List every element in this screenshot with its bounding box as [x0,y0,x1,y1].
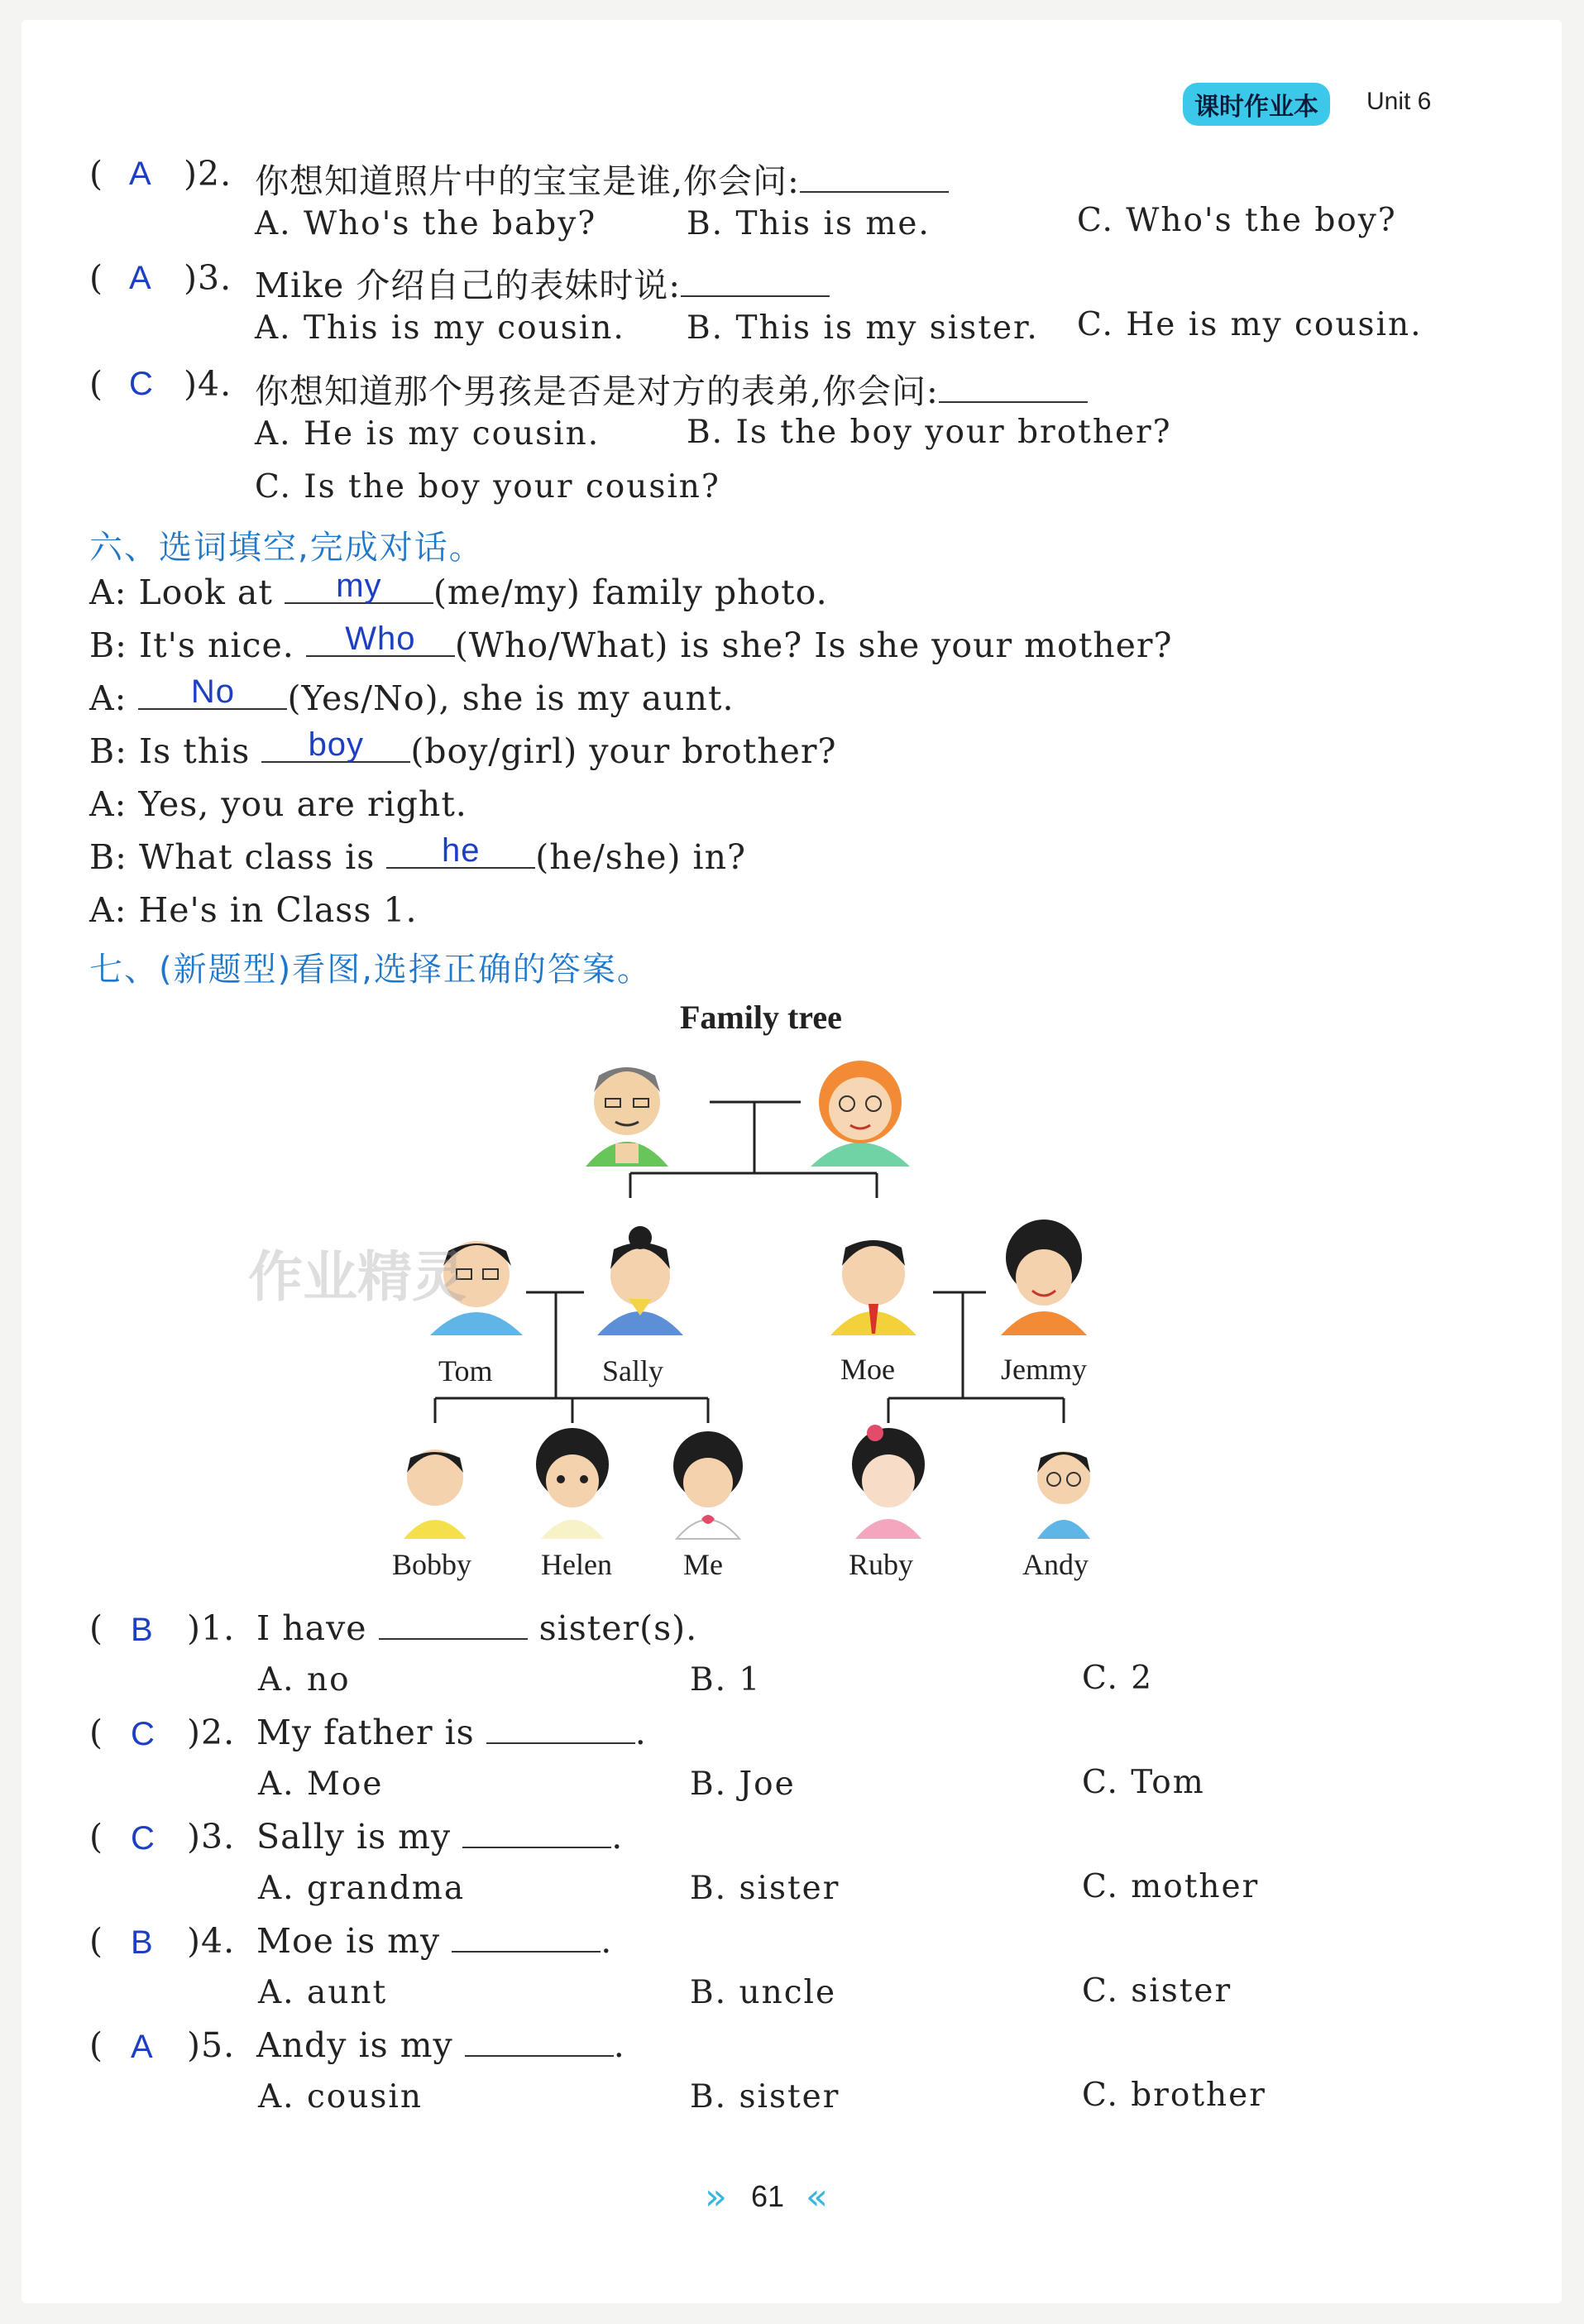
answer-7-2: C [131,1716,155,1752]
question-stem: Mike 介绍自己的表妹时说: [255,258,830,307]
section6-heading: 六、选词填空,完成对话。 [89,529,484,567]
watermark: 作业精灵 [248,1245,467,1309]
answer-5-2: A [129,156,151,192]
header-badge: 课时作业本 [1183,83,1330,126]
question-number: )2. [184,154,232,194]
question-stem: Sally is my . [256,1817,624,1857]
question-number: )4. [184,364,232,404]
unit-label: Unit 6 [1366,88,1432,115]
answer-7-3: C [131,1820,155,1857]
option-c: C. Tom [1082,1764,1205,1801]
option-b: B. sister [690,2078,840,2116]
answer-7-1: B [131,1612,153,1648]
paren-open: ( [89,364,103,404]
question-stem: Andy is my . [256,2025,625,2065]
paren-open: ( [89,154,103,194]
answer-5-3: A [129,260,151,296]
option-a: A. no [258,1661,351,1699]
helen-portrait [536,1428,609,1539]
option-b: B. This is me. [687,205,931,242]
name-jemmy: Jemmy [1001,1353,1087,1386]
name-moe: Moe [840,1353,895,1386]
dialogue-line: A: No (Yes/No), she is my aunt. [89,673,735,718]
option-b: B. Joe [690,1766,796,1803]
paren-open: ( [89,1608,103,1648]
option-b: B. uncle [690,1974,837,2011]
name-andy: Andy [1022,1548,1089,1581]
name-sally: Sally [602,1354,664,1387]
option-a: A. This is my cousin. [255,309,625,347]
andy-portrait [1037,1451,1090,1539]
chevron-left-icon: « [806,2176,828,2218]
moe-portrait [830,1240,916,1335]
bobby-portrait [404,1450,467,1539]
dialogue-line: A: Yes, you are right. [89,784,467,824]
name-me: Me [683,1548,723,1581]
answer-7-4: B [131,1924,153,1961]
option-a: A. He is my cousin. [255,415,601,453]
name-bobby: Bobby [392,1548,472,1581]
name-helen: Helen [541,1548,612,1581]
section7-heading: 七、(新题型)看图,选择正确的答案。 [89,951,652,989]
option-c: C. mother [1082,1868,1260,1905]
grandma-portrait [811,1061,910,1167]
grandpa-portrait [586,1067,668,1167]
dialogue-line: B: It's nice. Who (Who/What) is she? Is she your mother? [89,621,1173,665]
family-tree-title: Family tree [680,999,842,1036]
question-stem: 你想知道那个男孩是否是对方的表弟,你会问: [255,364,1088,413]
option-a: A. Moe [258,1766,384,1803]
jemmy-portrait [1001,1220,1087,1335]
question-stem: Moe is my . [256,1921,613,1961]
paren-open: ( [89,1817,103,1857]
dialogue-line: A: He's in Class 1. [89,890,418,930]
option-a: A. grandma [258,1870,466,1907]
option-a: A. Who's the baby? [255,205,597,242]
question-number: )5. [187,2025,236,2065]
question-stem: 你想知道照片中的宝宝是谁,你会问: [255,154,949,203]
name-ruby: Ruby [849,1548,914,1581]
answer-5-4: C [129,366,153,402]
paren-open: ( [89,1713,103,1752]
option-b: B. Is the boy your brother? [687,414,1172,451]
chevron-right-icon: » [705,2176,727,2218]
option-b: B. 1 [690,1661,762,1699]
option-c: C. brother [1082,2077,1266,2114]
sally-portrait [597,1226,683,1335]
page-number: 61 [751,2179,785,2213]
option-a: A. aunt [258,1974,388,2011]
question-number: )1. [187,1608,236,1648]
ruby-portrait [852,1425,925,1539]
name-tom: Tom [438,1354,493,1387]
option-c: C. Who's the boy? [1077,202,1397,239]
option-c: C. Is the boy your cousin? [255,468,720,506]
question-stem: I have sister(s). [256,1608,698,1648]
question-number: )3. [187,1817,236,1857]
option-c: C. 2 [1082,1660,1154,1697]
dialogue-line: B: What class is he (he/she) in? [89,832,747,877]
fill-answer: my [336,568,382,604]
fill-answer: he [442,832,481,869]
answer-7-5: A [131,2029,153,2065]
option-b: B. This is my sister. [687,309,1039,347]
option-c: C. He is my cousin. [1077,306,1423,343]
fill-answer: No [190,673,236,710]
option-c: C. sister [1082,1972,1232,2010]
dialogue-line: B: Is this boy (boy/girl) your brother? [89,726,837,771]
dialogue-line: A: Look at my (me/my) family photo. [89,568,828,612]
question-stem: My father is . [256,1713,647,1752]
paren-open: ( [89,1921,103,1961]
fill-answer: boy [308,726,365,763]
tree-connectors [435,1102,1064,1423]
question-number: )2. [187,1713,236,1752]
option-b: B. sister [690,1870,840,1907]
paren-open: ( [89,2025,103,2065]
question-number: )4. [187,1921,236,1961]
me-portrait [673,1431,743,1539]
question-number: )3. [184,258,232,298]
paren-open: ( [89,258,103,298]
fill-answer: Who [345,621,416,657]
option-a: A. cousin [258,2078,424,2116]
